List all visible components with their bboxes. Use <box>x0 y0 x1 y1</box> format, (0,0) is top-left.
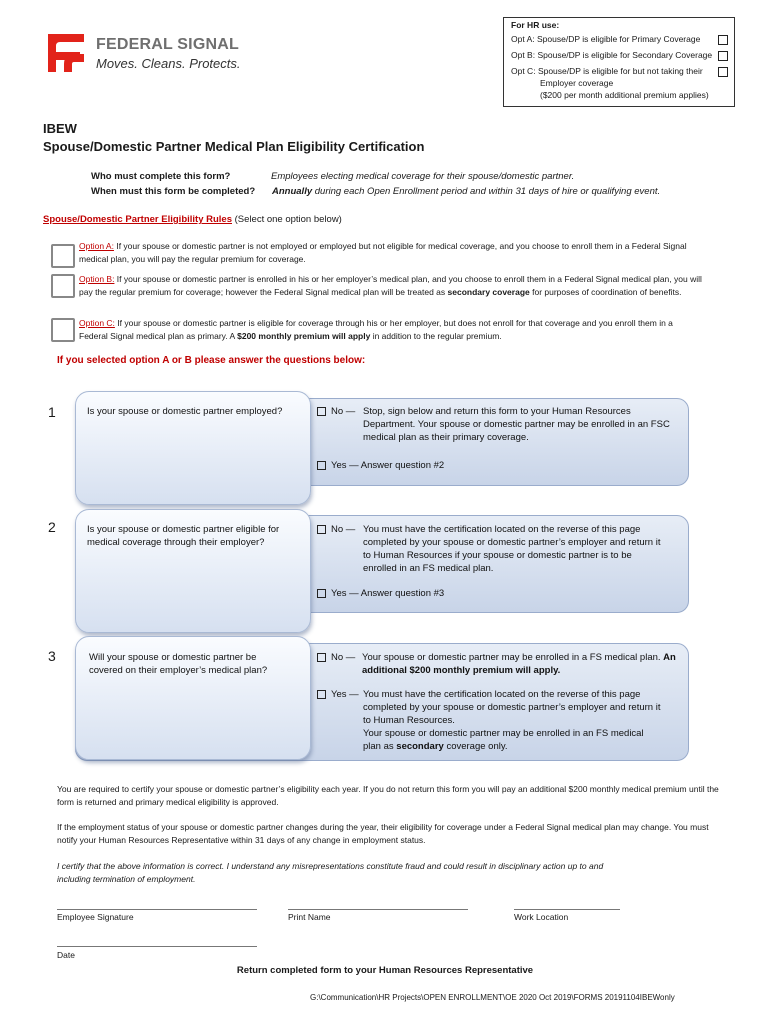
question-3-no-bold: An additional $200 monthly premium will apply. <box>362 652 676 676</box>
hr-option-c-line3: ($200 per month additional premium applies) <box>540 90 709 100</box>
question-2-text: Is your spouse or domestic partner eligible for medical coverage through their employer? <box>87 524 280 548</box>
question-3-yes-label-text: Yes — <box>331 689 359 700</box>
option-c-desc-2: in addition to the regular premium. <box>370 330 502 341</box>
rules-title-label: Spouse/Domestic Partner Eligibility Rules <box>43 214 232 225</box>
return-instruction: Return completed form to your Human Resources Representative <box>236 965 534 976</box>
hr-option-code: Opt B: <box>511 50 536 60</box>
print-name-label: Print Name <box>288 912 331 922</box>
when-question: When must this form be completed? <box>91 186 256 197</box>
question-3-no-label <box>317 651 355 664</box>
work-location-line[interactable] <box>514 909 620 910</box>
question-3-yes-bold: secondary <box>396 741 444 752</box>
employee-signature-label: Employee Signature <box>57 912 134 922</box>
question-1-yes-text: Answer question #2 <box>360 460 445 471</box>
question-1-yes-checkbox[interactable] <box>317 461 326 470</box>
instruction-part2: please answer the questions below: <box>191 355 366 366</box>
question-instruction <box>57 355 365 366</box>
question-3-yes-desc: Your spouse or domestic partner may be enrolled in an FS medical plan as <box>363 728 644 752</box>
option-c-desc-1: If your spouse or domestic partner is eligible for coverage through his or her employer, but does not enroll for that coverage and you enroll them in a Federal Signal medical plan as primary. A <box>79 318 673 341</box>
question-3-no-desc: Your spouse or domestic partner may be enrolled in a FS medical plan. <box>362 652 664 663</box>
question-1-yes-label: Yes — <box>331 460 359 471</box>
option-c-desc-bold: $200 monthly premium will apply <box>237 330 371 341</box>
option-a-label: Option A: <box>79 241 114 251</box>
hr-option-c <box>511 66 703 77</box>
hr-option-text: Spouse/DP is eligible for but not taking their <box>537 66 703 76</box>
federal-signal-logo-icon <box>44 30 88 76</box>
who-question: Who must complete this form? <box>91 171 231 182</box>
rules-title <box>43 214 342 225</box>
option-b-label: Option B: <box>79 274 115 284</box>
status-change-paragraph: If the employment status of your spouse or domestic partner changes during the year, their eligibility for coverage under a Federal Signal medical plan may change. You must notify your Human Resources Representative within 31 days of any change in employment status. <box>57 822 709 845</box>
question-3-no-text <box>362 651 680 677</box>
question-3-text: Will your spouse or domestic partner be covered on their employer’s medical plan? <box>89 652 268 676</box>
question-2-yes-label: Yes — <box>331 588 359 599</box>
option-c-text <box>79 317 704 342</box>
hr-option-text: Spouse/DP is eligible for Primary Coverage <box>537 34 701 44</box>
when-answer-bold: Annually <box>272 186 313 197</box>
instruction-part1: If you selected option A or B <box>57 355 192 366</box>
hr-option-code: Opt A: <box>511 34 535 44</box>
option-a-text <box>79 240 704 265</box>
employee-signature-line[interactable] <box>57 909 257 910</box>
hr-use-box <box>503 17 735 107</box>
question-1-no-label-text: No — <box>331 406 356 417</box>
hr-box-heading: For HR use: <box>511 20 560 30</box>
question-2-no-text: You must have the certification located on the reverse of this page completed by your spouse or domestic partner’s employer and return it to Human Resources if your spouse or domestic partner is to be enrolled in an FS medical plan. <box>363 524 661 574</box>
option-b-desc-1: If your spouse or domestic partner is enrolled in his or her employer’s medical plan, and you choose to enroll them in a Federal Signal medical plan, you will pay the regular premium for coverage; however the Federal Signal medical plan will be treated as <box>79 274 702 297</box>
brand-tagline: Moves. Cleans. Protects. <box>96 56 241 71</box>
question-2-yes-text: Answer question #3 <box>360 588 445 599</box>
question-3-no-checkbox[interactable] <box>317 653 326 662</box>
option-b-desc-bold: secondary coverage <box>447 286 530 297</box>
hr-option-code: Opt C: <box>511 66 536 76</box>
question-2-no-checkbox[interactable] <box>317 525 326 534</box>
question-3-yes-text-2 <box>363 727 663 753</box>
question-3-yes-text-1: You must have the certification located on the reverse of this page completed by your spouse or domestic partner’s employer and return it to Human Resources. <box>363 689 661 726</box>
option-c-checkbox[interactable] <box>51 318 75 342</box>
option-c-label: Option C: <box>79 318 115 328</box>
brand-name: FEDERAL SIGNAL <box>96 36 239 53</box>
when-answer-rest: during each Open Enrollment period and within 31 days of hire or qualifying event. <box>312 186 661 197</box>
date-label: Date <box>57 950 75 960</box>
question-2-no-label-text: No — <box>331 524 356 535</box>
hr-option-a-checkbox[interactable] <box>718 35 728 45</box>
when-answer <box>272 186 660 197</box>
hr-option-b <box>511 50 712 61</box>
question-1-number: 1 <box>48 404 56 420</box>
option-a-desc: If your spouse or domestic partner is not employed or employed but not eligible for medical coverage, and you choose to enroll them in a Federal Signal medical plan, you will pay the regular premium for coverage. <box>79 241 687 264</box>
option-b-desc-2: for purposes of coordination of benefits. <box>529 286 682 297</box>
hr-option-text: Spouse/DP is eligible for Secondary Coverage <box>537 50 713 60</box>
question-1-yes-row <box>317 459 444 472</box>
option-a-checkbox[interactable] <box>51 244 75 268</box>
question-1-no-label <box>317 405 355 418</box>
question-3-yes-desc-end: coverage only. <box>443 741 508 752</box>
question-3-no-label-text: No — <box>331 652 356 663</box>
question-3-yes-label <box>317 688 359 701</box>
question-1-no-checkbox[interactable] <box>317 407 326 416</box>
certify-paragraph: You are required to certify your spouse or domestic partner’s eligibility each year. If you do not return this form you will pay an additional $200 monthly medical premium until the form is returned and primary medical eligibility is approved. <box>57 784 719 807</box>
question-2-no-label <box>317 523 355 536</box>
question-1-no-text: Stop, sign below and return this form to your Human Resources Department. Your spouse or domestic partner may be enrolled in an FSC medical plan as their primary coverage. <box>363 406 670 443</box>
hr-option-b-checkbox[interactable] <box>718 51 728 61</box>
work-location-label: Work Location <box>514 912 569 922</box>
question-3-number: 3 <box>48 648 56 664</box>
date-line[interactable] <box>57 946 257 947</box>
option-b-text <box>79 273 704 298</box>
question-3-yes-checkbox[interactable] <box>317 690 326 699</box>
question-2-number: 2 <box>48 519 56 535</box>
print-name-line[interactable] <box>288 909 468 910</box>
page-title: Spouse/Domestic Partner Medical Plan Eligibility Certification <box>43 139 425 154</box>
hr-option-c-checkbox[interactable] <box>718 67 728 77</box>
option-b-checkbox[interactable] <box>51 274 75 298</box>
hr-option-a <box>511 34 700 45</box>
union-label: IBEW <box>43 121 77 136</box>
question-2-yes-checkbox[interactable] <box>317 589 326 598</box>
question-1-text: Is your spouse or domestic partner employed? <box>87 406 283 417</box>
rules-subtitle: (Select one option below) <box>232 214 342 225</box>
question-2-yes-row <box>317 587 444 600</box>
certification-statement: I certify that the above information is correct. I understand any misrepresentations constitute fraud and could result in disciplinary action up to and including termination of employment. <box>57 861 604 884</box>
who-answer: Employees electing medical coverage for their spouse/domestic partner. <box>271 171 575 182</box>
hr-option-c-line2: Employer coverage <box>540 78 614 88</box>
file-path: G:\Communication\HR Projects\OPEN ENROLLMENT\OE 2020 Oct 2019\FORMS 20191104IBEWonly <box>310 993 675 1002</box>
